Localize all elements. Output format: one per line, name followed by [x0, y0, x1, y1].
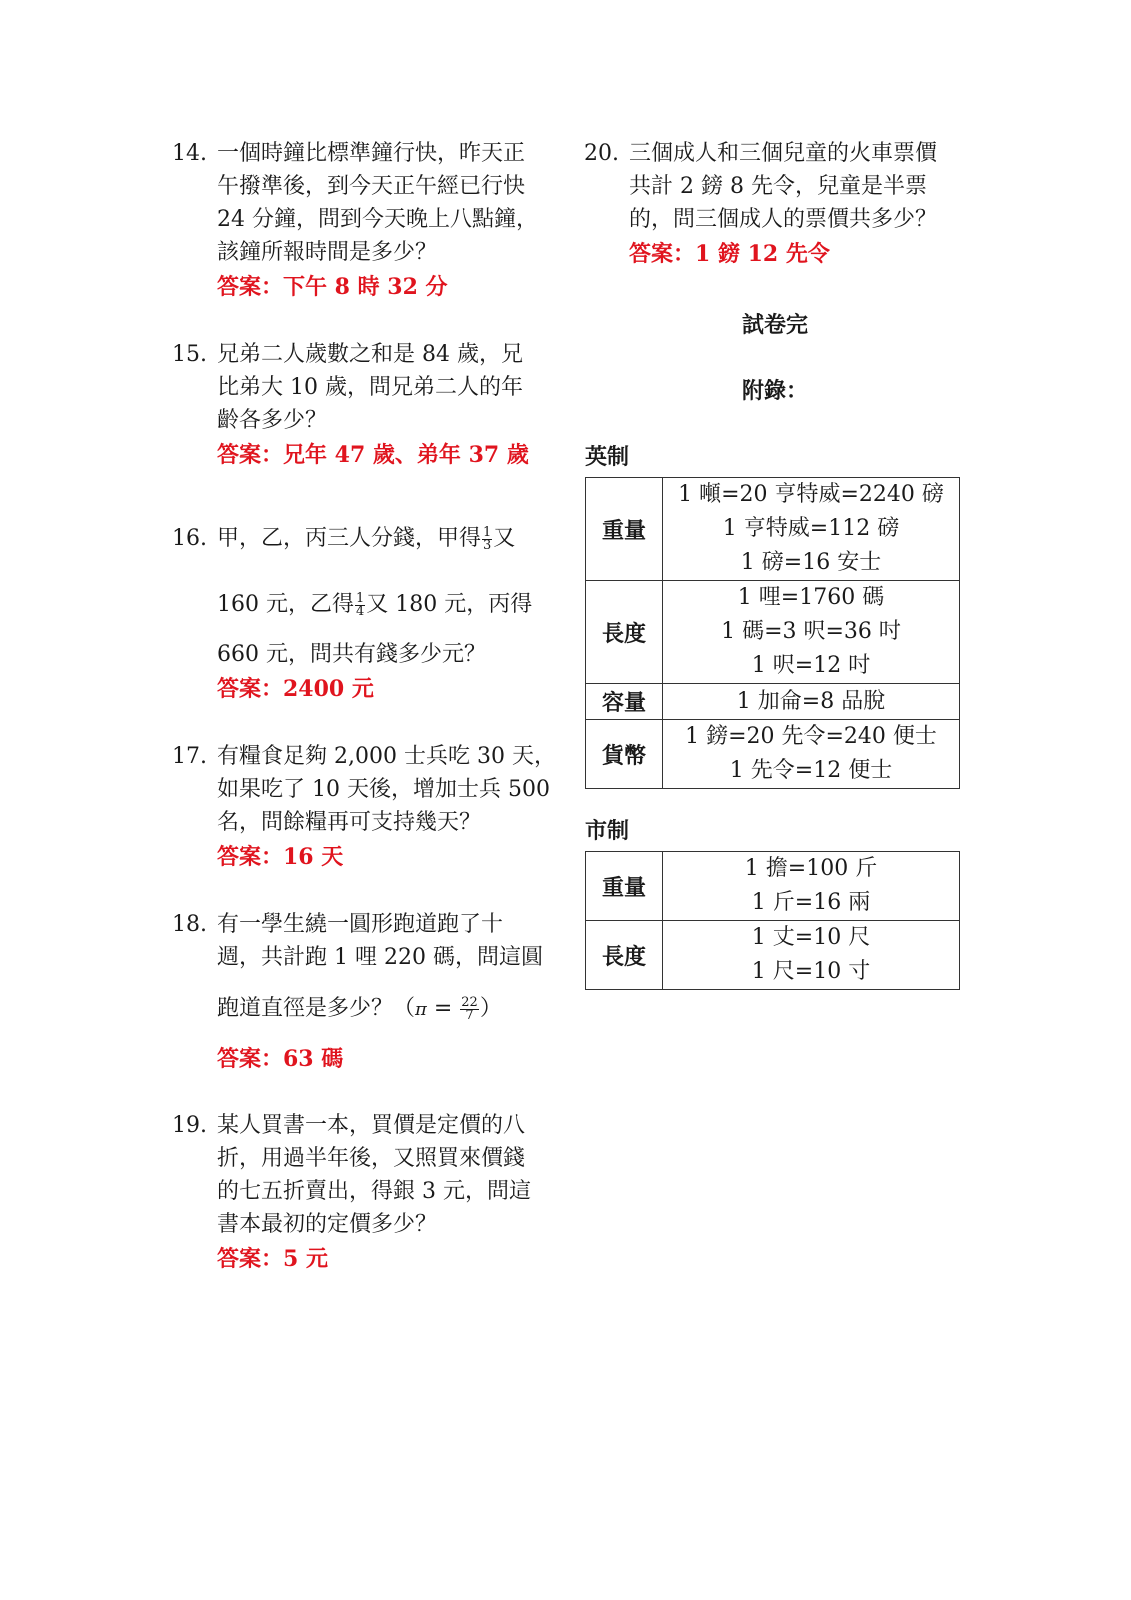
value-cell — [663, 720, 960, 789]
value-cell — [663, 852, 960, 921]
text-segment: 160 元，乙得 — [217, 592, 354, 617]
category-cell: 長度 — [586, 581, 663, 684]
question-text: 名，問餘糧再可支持幾天？ — [217, 810, 482, 835]
equals-sign: = — [426, 996, 460, 1021]
question-text: 如果吃了 10 天後，增加士兵 500 — [217, 777, 550, 802]
end-of-paper-title: 試卷完 — [741, 312, 808, 338]
value-cell — [663, 921, 960, 990]
answer: 答案：兄年 47 歲、弟年 37 歲 — [217, 442, 529, 468]
answer: 答案：16 天 — [217, 844, 344, 870]
chinese-units-label: 市制 — [585, 818, 630, 844]
table-row — [586, 478, 960, 581]
conversion-line: 1 磅=16 安士 — [740, 550, 882, 575]
question-text: 一個時鐘比標準鐘行快，昨天正 — [217, 141, 526, 166]
question-text: 午撥準後，到今天正午經已行快 — [217, 174, 526, 199]
question-number: 15. — [172, 342, 207, 367]
chinese-units-table — [585, 851, 960, 990]
question-text — [217, 588, 532, 622]
question-text — [217, 992, 502, 1027]
fraction-denominator: 7 — [465, 1007, 474, 1023]
question-text — [217, 522, 515, 556]
question-text: 比弟大 10 歲，問兄弟二人的年 — [217, 375, 523, 400]
table-row — [586, 581, 960, 684]
question-text: 的七五折賣出，得銀 3 元，問這 — [217, 1179, 531, 1204]
fraction-numerator: 22 — [461, 994, 478, 1010]
conversion-line: 1 鎊=20 先令=240 便士 — [685, 724, 937, 749]
fraction-denominator: 4 — [356, 603, 365, 619]
question-text: 三個成人和三個兒童的火車票價 — [629, 141, 938, 166]
question-text: 該鐘所報時間是多少？ — [217, 240, 438, 265]
question-text: 書本最初的定價多少？ — [217, 1212, 438, 1237]
value-cell — [663, 684, 960, 720]
conversion-line: 1 加侖=8 品脫 — [736, 688, 886, 714]
category-cell: 長度 — [586, 921, 663, 990]
conversion-line: 1 斤=16 兩 — [751, 890, 871, 915]
question-text: 兄弟二人歲數之和是 84 歲，兄 — [217, 342, 523, 367]
category-cell: 重量 — [586, 852, 663, 921]
question-text: 折，用過半年後，又照買來價錢 — [217, 1146, 526, 1171]
fraction — [355, 590, 365, 619]
question-text: 某人買書一本，買價是定價的八 — [217, 1113, 526, 1138]
imperial-label: 英制 — [585, 444, 630, 470]
appendix-title: 附錄： — [741, 378, 808, 404]
conversion-line: 1 亨特威=112 磅 — [722, 516, 900, 541]
text-segment: 甲，乙，丙三人分錢，甲得 — [217, 526, 482, 551]
question-text: 有一學生繞一圓形跑道跑了十 — [217, 912, 504, 937]
question-number: 20. — [584, 141, 619, 166]
value-cell — [663, 478, 960, 581]
fraction — [460, 994, 479, 1023]
text-segment: 跑道直徑是多少？（ — [217, 996, 416, 1021]
category-cell: 容量 — [586, 684, 663, 720]
imperial-units-table — [585, 477, 960, 789]
answer: 答案：2400 元 — [217, 676, 374, 702]
answer: 答案：5 元 — [217, 1246, 328, 1272]
answer: 答案：63 碼 — [217, 1046, 344, 1072]
conversion-line: 1 擔=100 斤 — [744, 856, 878, 881]
question-text: 24 分鐘，問到今天晚上八點鐘， — [217, 207, 538, 232]
conversion-line: 1 尺=10 寸 — [751, 959, 871, 984]
question-text: 的，問三個成人的票價共多少？ — [629, 207, 938, 232]
text-segment: ） — [479, 996, 502, 1021]
answer: 答案：1 鎊 12 先令 — [629, 241, 830, 267]
question-number: 16. — [172, 526, 207, 551]
question-number: 18. — [172, 912, 207, 937]
conversion-line: 1 哩=1760 碼 — [737, 585, 885, 610]
category-cell: 重量 — [586, 478, 663, 581]
question-text: 齡各多少？ — [217, 408, 328, 433]
fraction — [482, 524, 492, 553]
conversion-line: 1 丈=10 尺 — [751, 925, 871, 950]
conversion-line: 1 呎=12 吋 — [751, 653, 871, 678]
question-text: 共計 2 鎊 8 先令，兒童是半票 — [629, 174, 927, 199]
question-text: 週，共計跑 1 哩 220 碼，問這圓 — [217, 945, 543, 970]
pi-symbol: π — [415, 999, 427, 1020]
fraction-numerator: 1 — [356, 590, 365, 606]
question-number: 14. — [172, 141, 207, 166]
table-row — [586, 720, 960, 789]
conversion-line: 1 噸=20 亨特威=2240 磅 — [678, 482, 944, 507]
table-row — [586, 684, 960, 720]
conversion-line: 1 碼=3 呎=36 吋 — [721, 619, 901, 644]
question-text: 有糧食足夠 2,000 士兵吃 30 天， — [217, 744, 556, 769]
table-row — [586, 852, 960, 921]
question-number: 19. — [172, 1113, 207, 1138]
question-number: 17. — [172, 744, 207, 769]
value-cell — [663, 581, 960, 684]
table-row — [586, 921, 960, 990]
text-segment: 又 — [493, 526, 516, 551]
fraction-numerator: 1 — [483, 524, 492, 540]
answer: 答案：下午 8 時 32 分 — [217, 274, 448, 300]
fraction-denominator: 3 — [483, 537, 492, 553]
question-text: 660 元，問共有錢多少元？ — [217, 642, 486, 667]
conversion-line: 1 先令=12 便士 — [729, 758, 893, 783]
category-cell: 貨幣 — [586, 720, 663, 789]
text-segment: 又 180 元，丙得 — [366, 592, 533, 617]
